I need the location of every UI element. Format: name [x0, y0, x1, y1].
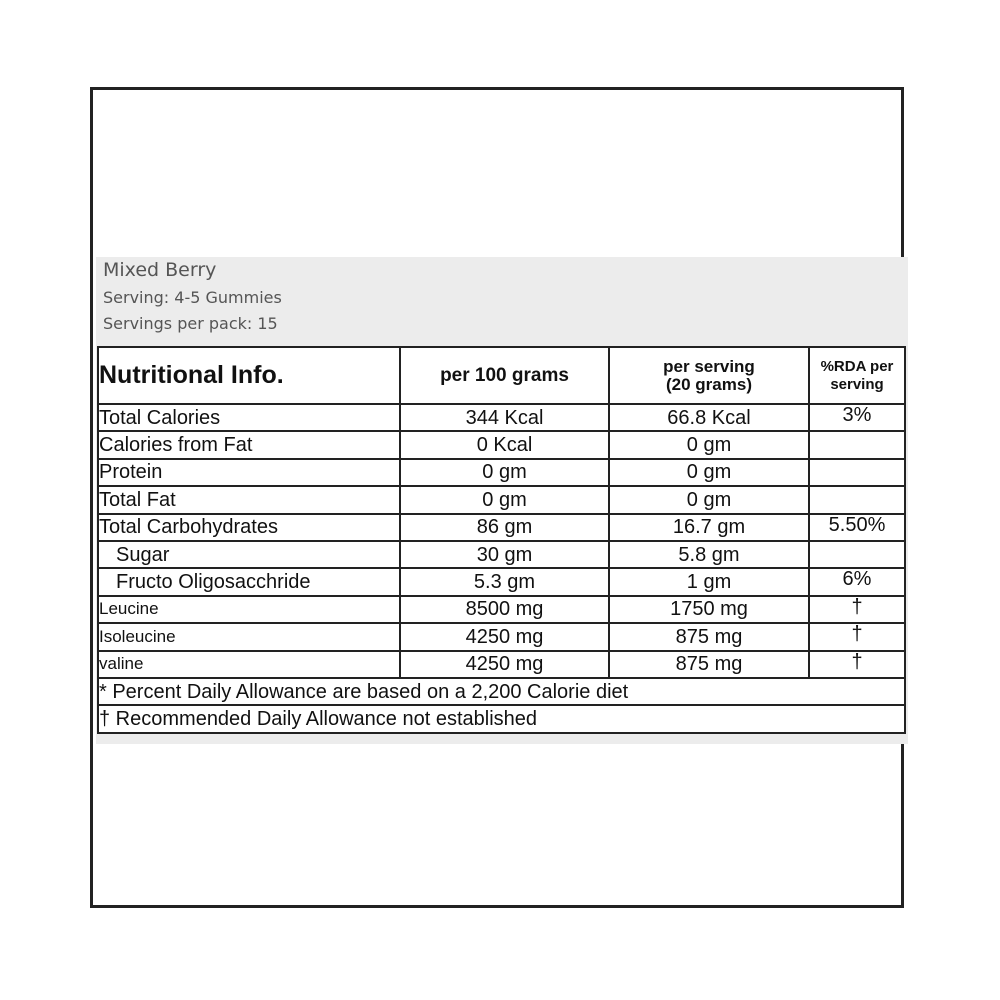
value-per-serving: 1750 mg	[609, 596, 809, 623]
nutrient-name: Protein	[98, 459, 400, 486]
table-row	[98, 514, 905, 541]
value-per-100g: 0 gm	[400, 486, 609, 513]
value-per-100g: 5.3 gm	[400, 568, 609, 595]
value-per-serving: 875 mg	[609, 623, 809, 650]
value-per-100g: 8500 mg	[400, 596, 609, 623]
rda-label-line2: serving	[830, 375, 884, 393]
value-rda: †	[809, 651, 905, 678]
value-per-serving: 875 mg	[609, 651, 809, 678]
value-per-serving: 5.8 gm	[609, 541, 809, 568]
value-per-serving: 66.8 Kcal	[609, 404, 809, 431]
table-row	[98, 623, 905, 650]
value-rda: 5.50%	[809, 514, 905, 541]
table-header-row	[98, 347, 905, 404]
column-header-nutritional-info: Nutritional Info.	[98, 347, 400, 404]
nutrient-name: Calories from Fat	[98, 431, 400, 458]
nutrient-name: Sugar	[98, 541, 400, 568]
footnote-daily-allowance: * Percent Daily Allowance are based on a 2,200 Calorie diet	[98, 678, 905, 705]
value-per-serving: 1 gm	[609, 568, 809, 595]
table-row	[98, 404, 905, 431]
column-header-per-serving	[609, 347, 809, 404]
table-row	[98, 568, 905, 595]
serving-size: Serving: 4-5 Gummies	[103, 288, 282, 307]
nutrient-name: Total Calories	[98, 404, 400, 431]
table-row	[98, 651, 905, 678]
value-per-serving: 0 gm	[609, 431, 809, 458]
value-rda: 6%	[809, 568, 905, 595]
nutrient-name: Isoleucine	[98, 623, 400, 650]
footnote-rda-not-established: † Recommended Daily Allowance not established	[98, 705, 905, 732]
value-rda	[809, 486, 905, 513]
nutrition-table	[97, 346, 906, 734]
column-header-per-100-grams: per 100 grams	[400, 347, 609, 404]
value-per-serving: 16.7 gm	[609, 514, 809, 541]
table-row	[98, 459, 905, 486]
table-row	[98, 596, 905, 623]
product-name: Mixed Berry	[103, 259, 217, 281]
value-per-100g: 0 gm	[400, 459, 609, 486]
value-rda: †	[809, 596, 905, 623]
value-per-100g: 30 gm	[400, 541, 609, 568]
value-rda	[809, 431, 905, 458]
nutrient-name: Total Fat	[98, 486, 400, 513]
value-rda: †	[809, 623, 905, 650]
footnote-row	[98, 678, 905, 705]
per-serving-label: per serving	[663, 356, 755, 376]
value-per-100g: 344 Kcal	[400, 404, 609, 431]
nutrient-name: Leucine	[98, 596, 400, 623]
value-rda: 3%	[809, 404, 905, 431]
rda-label-line1: %RDA per	[820, 357, 894, 375]
table-row	[98, 486, 905, 513]
nutrient-name: valine	[98, 651, 400, 678]
nutrient-name: Total Carbohydrates	[98, 514, 400, 541]
column-header-rda	[809, 347, 905, 404]
nutrient-name: Fructo Oligosacchride	[98, 568, 400, 595]
value-per-100g: 0 Kcal	[400, 431, 609, 458]
value-rda	[809, 541, 905, 568]
value-per-100g: 4250 mg	[400, 651, 609, 678]
value-per-100g: 86 gm	[400, 514, 609, 541]
value-per-serving: 0 gm	[609, 459, 809, 486]
servings-per-pack: Servings per pack: 15	[103, 314, 278, 333]
table-row	[98, 541, 905, 568]
footnote-row	[98, 705, 905, 732]
value-per-100g: 4250 mg	[400, 623, 609, 650]
value-per-serving: 0 gm	[609, 486, 809, 513]
value-rda	[809, 459, 905, 486]
per-serving-amount: (20 grams)	[666, 374, 752, 394]
table-row	[98, 431, 905, 458]
